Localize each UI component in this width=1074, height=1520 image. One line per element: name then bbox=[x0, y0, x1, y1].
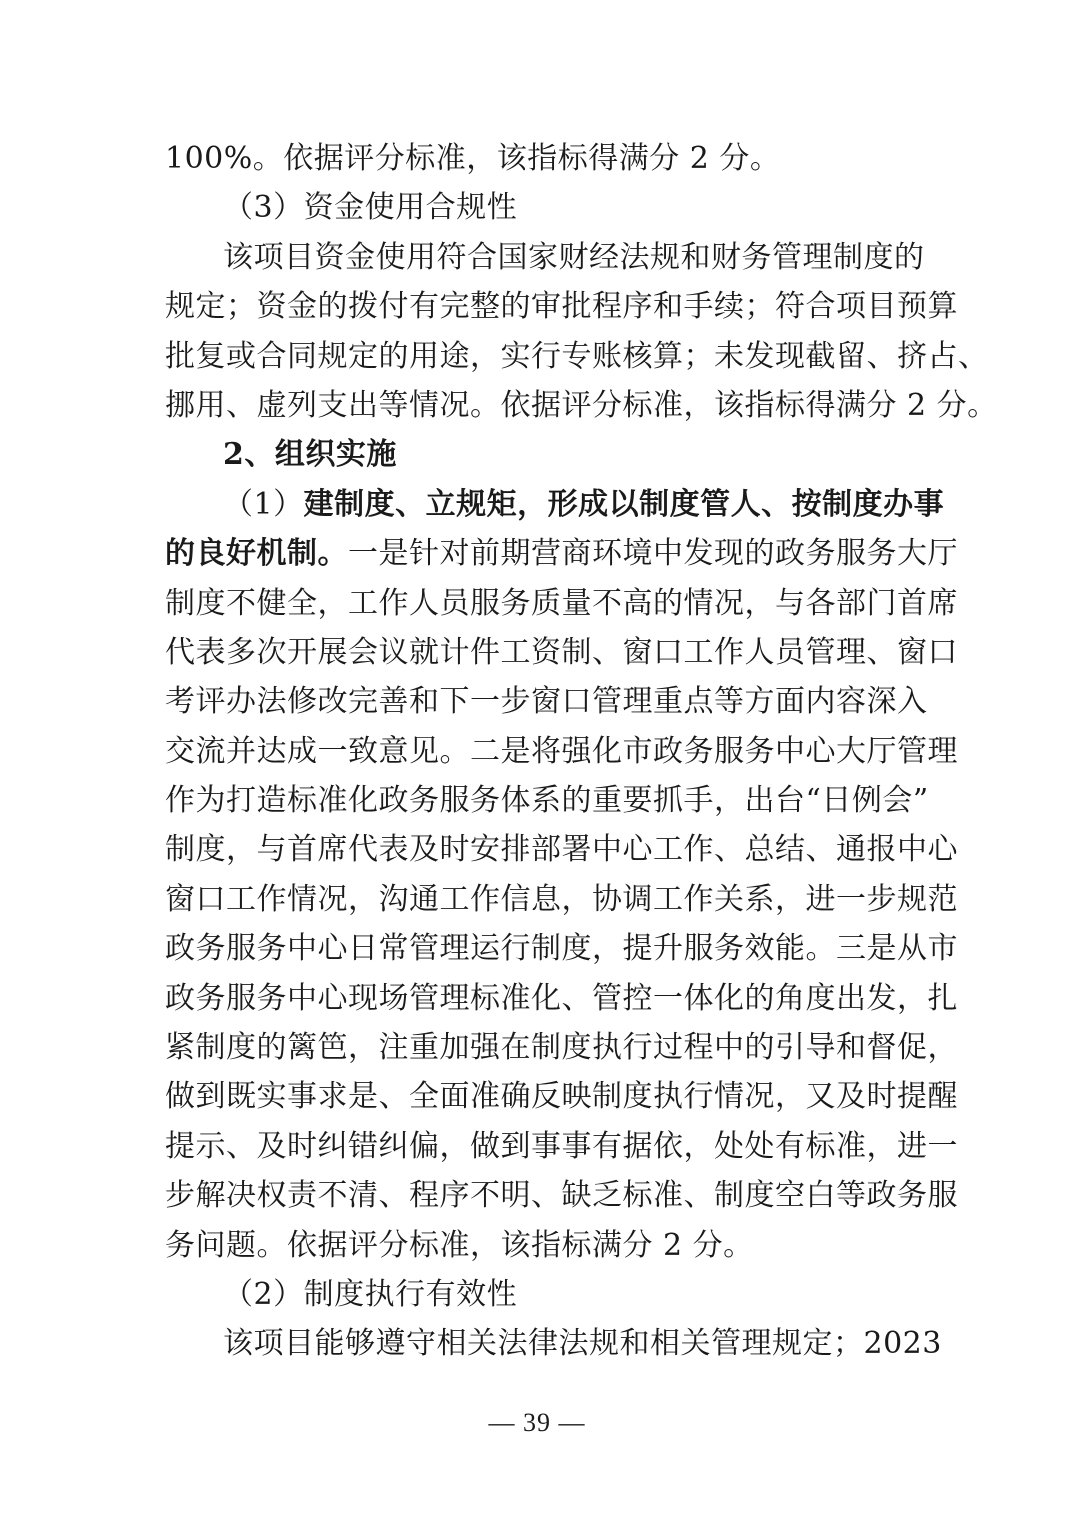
subheading-funds-compliance: （3）资金使用合规性 bbox=[223, 190, 518, 226]
paragraph-line: 该项目资金使用符合国家财经法规和财务管理制度的 bbox=[223, 239, 925, 275]
paragraph-line: 政务服务中心日常管理运行制度，提升服务效能。三是从市 bbox=[165, 931, 958, 967]
paragraph-line: 规定；资金的拨付有完整的审批程序和手续；符合项目预算 bbox=[165, 289, 958, 325]
paragraph-line: 做到既实事求是、全面准确反映制度执行情况，又及时提醒 bbox=[165, 1079, 958, 1115]
paragraph-line bbox=[165, 529, 958, 578]
paragraph-line: 窗口工作情况，沟通工作信息，协调工作关系，进一步规范 bbox=[165, 881, 958, 917]
paragraph-line: 提示、及时纠错纠偏，做到事事有据依，处处有标准，进一 bbox=[165, 1128, 958, 1164]
document-body bbox=[165, 134, 998, 1369]
paragraph-line: 制度，与首席代表及时安排部署中心工作、总结、通报中心 bbox=[165, 832, 958, 868]
paragraph-line: 100%。依据评分标准，该指标得满分 2 分。 bbox=[165, 141, 781, 176]
item-number: （1） bbox=[223, 486, 304, 522]
bold-lead-text: 的良好机制。 bbox=[165, 536, 348, 572]
paragraph-line: 考评办法修改完善和下一步窗口管理重点等方面内容深入 bbox=[165, 684, 928, 720]
paragraph-line: 步解决权责不清、程序不明、缺乏标准、制度空白等政务服 bbox=[165, 1178, 958, 1214]
paragraph-line: 政务服务中心现场管理标准化、管控一体化的角度出发，扎 bbox=[165, 980, 958, 1016]
page-number: — 39 — bbox=[488, 1408, 586, 1437]
subheading-system-execution: （2）制度执行有效性 bbox=[223, 1276, 518, 1312]
paragraph-line bbox=[165, 480, 945, 529]
section-heading-implementation: 2、组织实施 bbox=[223, 437, 397, 473]
paragraph-line: 制度不健全，工作人员服务质量不高的情况，与各部门首席 bbox=[165, 585, 958, 621]
paragraph-line: 挪用、虚列支出等情况。依据评分标准，该指标得满分 2 分。 bbox=[165, 387, 998, 423]
paragraph-line: 批复或合同规定的用途，实行专账核算；未发现截留、挤占、 bbox=[165, 338, 989, 374]
paragraph-line: 作为打造标准化政务服务体系的重要抓手，出台“日例会” bbox=[165, 783, 929, 819]
paragraph-line: 务问题。依据评分标准，该指标满分 2 分。 bbox=[165, 1227, 754, 1263]
body-text: 一是针对前期营商环境中发现的政务服务大厅 bbox=[348, 536, 958, 572]
paragraph-line: 该项目能够遵守相关法律法规和相关管理规定；2023 bbox=[223, 1326, 942, 1362]
bold-lead-text: 建制度、立规矩，形成以制度管人、按制度办事 bbox=[303, 486, 945, 522]
paragraph-line: 紧制度的篱笆，注重加强在制度执行过程中的引导和督促， bbox=[165, 1030, 958, 1066]
paragraph-line: 代表多次开展会议就计件工资制、窗口工作人员管理、窗口 bbox=[165, 634, 958, 670]
paragraph-line: 交流并达成一致意见。二是将强化市政务服务中心大厅管理 bbox=[165, 733, 958, 769]
